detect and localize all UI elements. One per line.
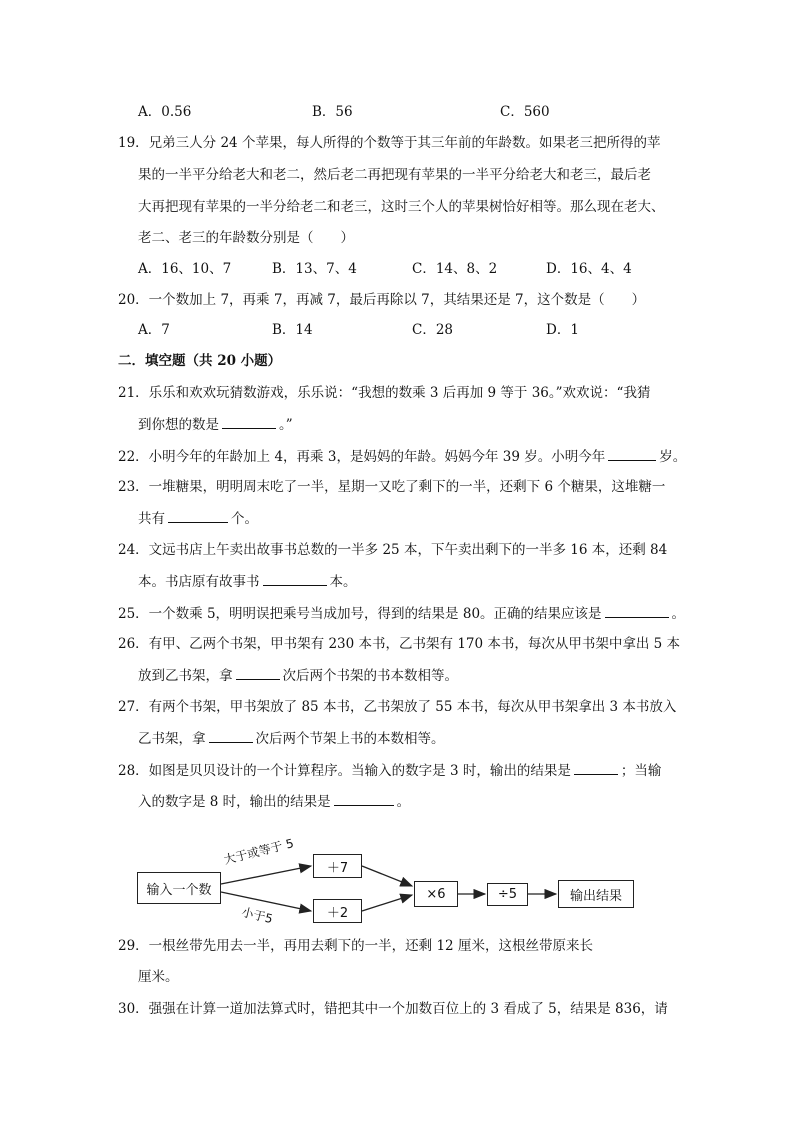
flow-times6-box: ×6	[414, 881, 458, 907]
q21-text-b: 。”	[279, 417, 293, 433]
flow-upper-label: 大于或等于 5	[222, 836, 296, 868]
q20-option-c: C．28	[412, 322, 454, 338]
q19-line-1: 19．兄弟三人分 24 个苹果，每人所得的个数等于其三年前的年龄数。如果老三把所得的苹	[118, 135, 661, 151]
q23-text-b: 个。	[231, 511, 258, 527]
q23-text-a: 共有	[138, 511, 165, 527]
q20-option-b: B．14	[272, 322, 313, 338]
q28-text-b: ；当输	[620, 763, 662, 779]
flow-output-box: 输出结果	[558, 880, 634, 908]
q19-option-d: D．16、4、4	[546, 261, 632, 277]
q29-line-2: 厘米。	[138, 969, 179, 985]
q28-text-a: 28．如图是贝贝设计的一个计算程序。当输入的数字是 3 时，输出的结果是	[118, 763, 571, 779]
q24-text-a: 本。书店原有故事书	[138, 574, 260, 590]
q22-text-a: 22．小明今年的年龄加上 4，再乘 3，是妈妈的年龄。妈妈今年 39 岁。小明今年	[118, 449, 606, 465]
q27-line-1: 27．有两个书架，甲书架放了 85 本书，乙书架放了 55 本书，每次从甲书架拿出 3 本书放入	[118, 699, 677, 715]
flow-input-box: 输入一个数	[137, 872, 221, 904]
q19-option-b: B．13、7、4	[272, 261, 357, 277]
q21-line-1: 21．乐乐和欢欢玩猜数游戏，乐乐说：“我想的数乘 3 后再加 9 等于 36。”欢欢说：“我猜	[118, 385, 651, 401]
flow-plus7-box: ＋7	[313, 854, 362, 878]
q24-line-1: 24．文远书店上午卖出故事书总数的一半多 25 本，下午卖出剩下的一半多 16 本，还剩 84	[118, 542, 668, 558]
q28-text-d: 。	[396, 794, 411, 810]
q26-text-b: 次后两个书架的书本数相等。	[282, 668, 458, 684]
section-title: 二．填空题（共 20 小题）	[118, 353, 282, 369]
q19-line-4: 老二、老三的年龄数分别是（ ）	[138, 230, 354, 246]
q27-text-a: 乙书架，拿	[138, 731, 206, 747]
q28-text-c: 入的数字是 8 时，输出的结果是	[138, 794, 331, 810]
q21-text-a: 到你想的数是	[138, 417, 219, 433]
q24-text-b: 本。	[329, 574, 357, 590]
q19-option-a: A．16、10、7	[138, 261, 232, 277]
q19-line-3: 大再把现有苹果的一半分给老二和老三，这时三个人的苹果树恰好相等。那么现在老大、	[138, 199, 665, 215]
q18-option-b: B．56	[312, 104, 353, 120]
flow-div5-box: ÷5	[487, 883, 528, 906]
q23-line-1: 23．一堆糖果，明明周末吃了一半，星期一又吃了剩下的一半，还剩下 6 个糖果，这堆糖一	[118, 479, 666, 495]
q25-text-a: 25．一个数乘 5，明明误把乘号当成加号，得到的结果是 80。正确的结果应该是	[118, 606, 602, 622]
q25-text-b: 。	[671, 606, 686, 622]
q20-line: 20．一个数加上 7，再乘 7，再减 7，最后再除以 7，其结果还是 7，这个数是（ ）	[118, 292, 646, 308]
q19-option-c: C．14、8、2	[412, 261, 498, 277]
q20-option-a: A．7	[138, 322, 170, 338]
q22-text-b: 岁。	[659, 449, 687, 465]
q30-line-1: 30．强强在计算一道加法算式时，错把其中一个加数百位上的 3 看成了 5，结果是 836，请	[118, 1001, 668, 1017]
q29-line-1: 29．一根丝带先用去一半，再用去剩下的一半，还剩 12 厘米，这根丝带原来长	[118, 938, 593, 954]
flow-lower-label: 小于5	[240, 904, 275, 927]
q26-line-1: 26．有甲、乙两个书架，甲书架有 230 本书，乙书架有 170 本书，每次从甲书架中拿出 5 本	[118, 636, 681, 652]
q18-option-c: C．560	[500, 104, 550, 120]
q19-line-2: 果的一半平分给老大和老二，然后老二再把现有苹果的一半平分给老大和老三，最后老	[138, 167, 651, 183]
flow-plus2-box: ＋2	[313, 899, 362, 923]
q27-text-b: 次后两个节架上书的本数相等。	[255, 731, 445, 747]
q20-option-d: D．1	[546, 322, 579, 338]
q18-option-a: A．0.56	[138, 104, 192, 120]
q26-text-a: 放到乙书架，拿	[138, 668, 233, 684]
